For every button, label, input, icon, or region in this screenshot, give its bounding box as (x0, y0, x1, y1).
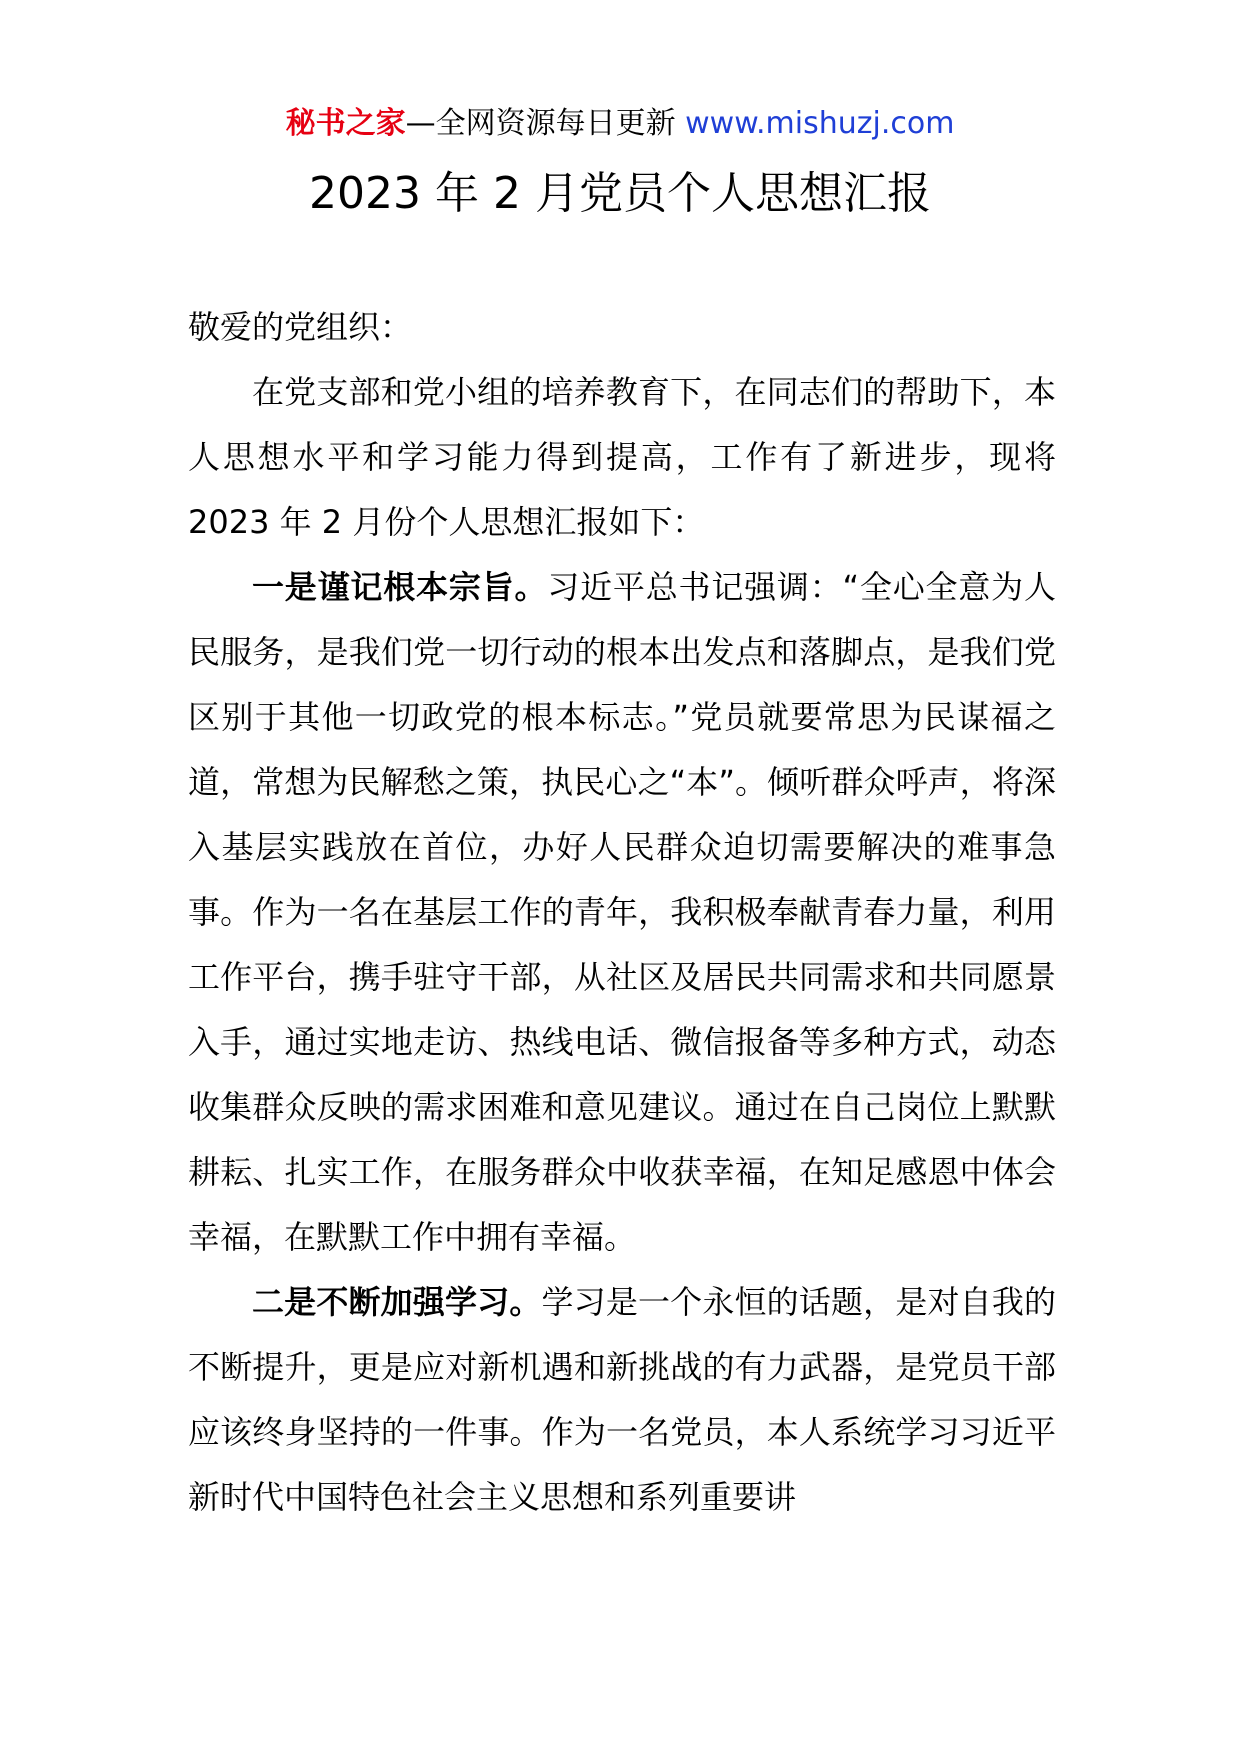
site-url-link[interactable]: www.mishuzj.com (685, 106, 955, 141)
site-brand: 秘书之家 (285, 106, 406, 141)
document-body (188, 295, 1056, 1530)
intro-paragraph: 在党支部和党小组的培养教育下，在同志们的帮助下，本人思想水平和学习能力得到提高，工作有了新进步，现将 2023 年 2 月份个人思想汇报如下： (188, 373, 1056, 541)
section-paragraph (188, 1270, 1056, 1530)
site-slogan: —全网资源每日更新 (405, 106, 686, 141)
section-heading: 一是谨记根本宗旨。 (252, 568, 548, 606)
section-heading: 二是不断加强学习。 (252, 1283, 542, 1321)
section-text: 习近平总书记强调：“全心全意为人民服务，是我们党一切行动的根本出发点和落脚点，是我们党区别于其他一切政党的根本标志。”党员就要常思为民谋福之道，常想为民解愁之策，执民心之“本”。倾听群众呼声，将深入基层实践放在首位，办好人民群众迫切需要解决的难事急事。作为一名在基层工作的青年，我积极奉献青春力量，利用工作平台，携手驻守干部，从社区及居民共同需求和共同愿景入手，通过实地走访、热线电话、微信报备等多种方式，动态收集群众反映的需求困难和意见建议。通过在自己岗位上默默耕耘、扎实工作，在服务群众中收获幸福，在知足感恩中体会幸福，在默默工作中拥有幸福。 (188, 568, 1056, 1256)
section-text: 学习是一个永恒的话题，是对自我的不断提升，更是应对新机遇和新挑战的有力武器，是党员干部应该终身坚持的一件事。作为一名党员，本人系统学习习近平新时代中国特色社会主义思想和系列重要讲 (188, 1283, 1056, 1516)
section-paragraph (188, 555, 1056, 1270)
site-header (0, 104, 1240, 144)
document-title: 2023 年 2 月党员个人思想汇报 (309, 168, 931, 219)
greeting: 敬爱的党组织： (188, 308, 413, 346)
